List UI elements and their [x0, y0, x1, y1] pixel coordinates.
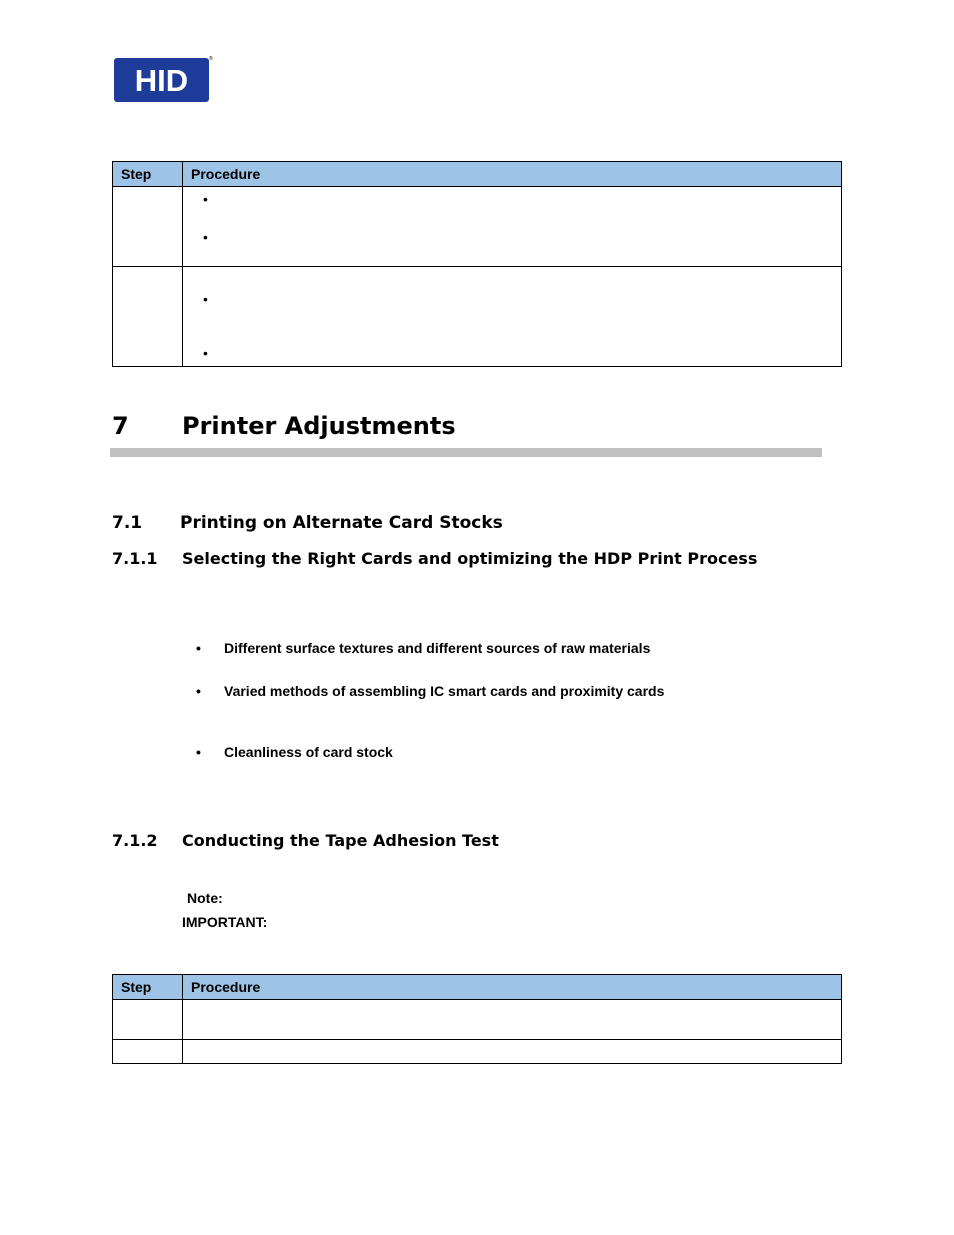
hid-logo — [114, 58, 209, 102]
column-header-procedure: Procedure — [183, 162, 842, 187]
table-row — [113, 267, 842, 367]
list-item-text: Varied methods of assembling IC smart cards and proximity cards — [224, 683, 665, 699]
section-title: Printer Adjustments — [182, 412, 456, 440]
logo-text: HID — [134, 63, 189, 98]
list-item — [196, 683, 664, 699]
section-heading — [112, 412, 456, 440]
subsection-heading — [112, 513, 503, 533]
bullet-marker: • — [203, 229, 208, 245]
procedure-cell — [183, 187, 842, 267]
step-cell — [113, 1040, 183, 1064]
procedure-cell — [183, 1040, 842, 1064]
procedure-table-bottom — [112, 974, 842, 1064]
procedure-cell — [183, 267, 842, 367]
table-row — [113, 1040, 842, 1064]
step-cell — [113, 267, 183, 367]
subsection-title: Printing on Alternate Card Stocks — [180, 513, 503, 533]
column-header-step: Step — [113, 162, 183, 187]
subsubsection-heading-1 — [112, 549, 757, 568]
step-cell — [113, 187, 183, 267]
bullet-marker: • — [196, 683, 201, 699]
bullet-marker: • — [196, 744, 201, 760]
bullet-marker: • — [203, 191, 208, 207]
column-header-procedure: Procedure — [183, 975, 842, 1000]
column-header-step: Step — [113, 975, 183, 1000]
bullet-marker: • — [203, 291, 208, 307]
important-label: IMPORTANT: — [182, 914, 268, 930]
registered-mark: ® — [209, 56, 213, 62]
table-row — [113, 187, 842, 267]
bullet-marker: • — [196, 640, 201, 656]
step-cell — [113, 1000, 183, 1040]
table-header-row — [113, 162, 842, 187]
section-number: 7 — [112, 412, 129, 440]
list-item — [196, 640, 650, 656]
list-item — [196, 744, 393, 760]
table-row — [113, 1000, 842, 1040]
subsubsection-title: Conducting the Tape Adhesion Test — [182, 831, 499, 850]
subsection-number: 7.1 — [112, 513, 143, 533]
procedure-cell — [183, 1000, 842, 1040]
subsubsection-number: 7.1.1 — [112, 549, 158, 568]
subsubsection-heading-2 — [112, 831, 499, 850]
table-header-row — [113, 975, 842, 1000]
subsubsection-number: 7.1.2 — [112, 831, 158, 850]
list-item-text: Cleanliness of card stock — [224, 744, 393, 760]
list-item-text: Different surface textures and different sources of raw materials — [224, 640, 651, 656]
heading-rule — [110, 448, 822, 457]
note-label: Note: — [187, 890, 223, 906]
bullet-marker: • — [203, 345, 208, 361]
procedure-table-top — [112, 161, 842, 367]
subsubsection-title: Selecting the Right Cards and optimizing the HDP Print Process — [182, 549, 758, 568]
